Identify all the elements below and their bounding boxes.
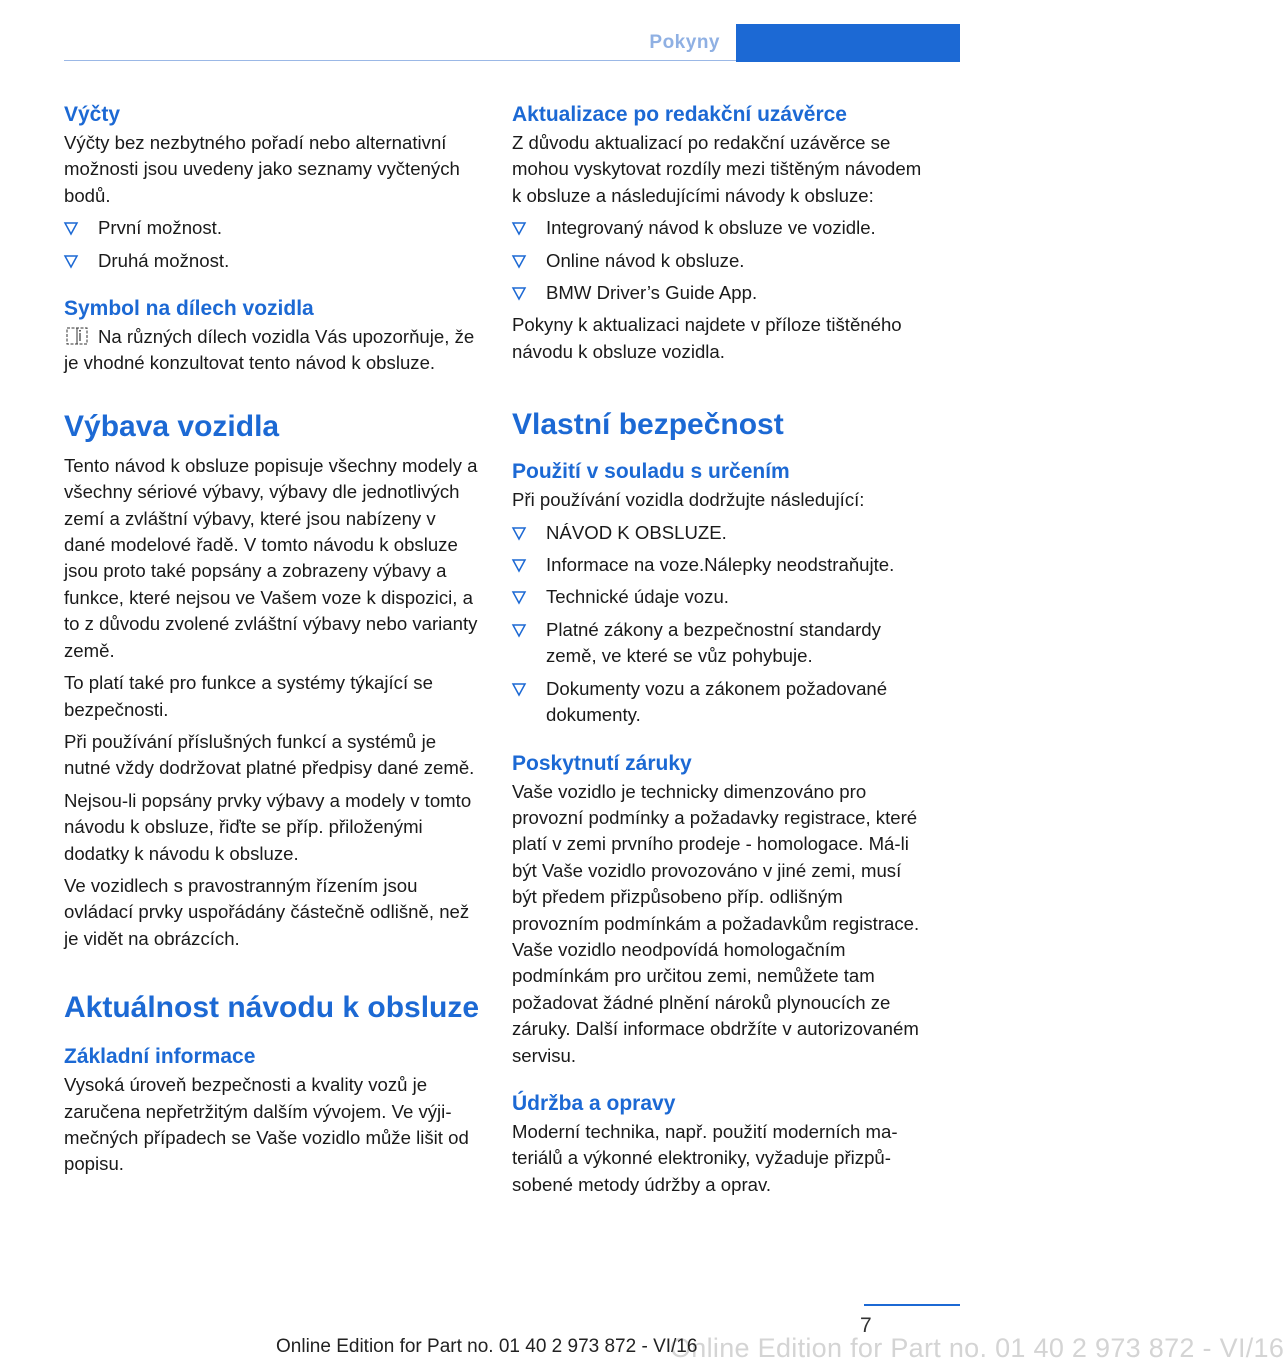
header-rule <box>64 60 736 61</box>
lists-bullets <box>64 215 480 274</box>
update-text: Z důvodu aktualizací po redakční uzávěrce se mohou vyskytovat rozdíly mezi tištěným návodem k obsluze a následujícími návody k obsluze: <box>512 132 922 206</box>
bullet-triangle-icon <box>512 591 526 604</box>
bullet-triangle-icon <box>512 559 526 572</box>
equipment-paragraph: Nejsou-li popsány prvky výbavy a modely v tomto návodu k obsluze, řiďte se příp. přiloženými dodatky k návodu k obsluze. <box>64 789 472 864</box>
list-item: Online návod k obsluze. <box>512 248 930 274</box>
bullet-triangle-icon <box>512 287 526 300</box>
symbol-heading: Symbol na dílech vozidla <box>64 297 314 321</box>
bullet-triangle-icon <box>64 255 78 268</box>
section-label: Pokyny <box>649 32 720 53</box>
basic-info-text: Vysoká úroveň bezpečnosti a kvality vozů je zaručena nepřetržitým dalším vývojem. Ve výjimečných případech se Vaše vozidlo může lišit od popisu. <box>64 1074 469 1175</box>
left-column <box>64 100 480 1178</box>
warranty-text: Vaše vozidlo je technicky dimenzováno pro provozní podmínky a požadavky registrace, které platí v zemi prvního prodeje - homologace. Má-li být Vaše vozidlo provozováno v jiné zemi, musí být předem přizpůsobeno příp. odlišným provozním podmínkám a požadavkům registrace. Vaše vozidlo neodpovídá homologačním podmínkám pro určitou zemi, nemůžete tam požadovat žádné plnění nároků plynoucích ze záruky. Další informace obdržíte v autorizovaném servisu. <box>512 780 920 1066</box>
bullet-triangle-icon <box>512 624 526 637</box>
right-column <box>512 100 930 1198</box>
list-item: Druhá možnost. <box>64 248 480 274</box>
intended-use-bullets <box>512 520 930 729</box>
bullet-triangle-icon <box>512 222 526 235</box>
equipment-heading: Výbava vozidla <box>64 409 280 443</box>
bullet-triangle-icon <box>512 683 526 696</box>
update-heading: Aktualizace po redakční uzávěrce <box>512 103 847 126</box>
footer-rule <box>864 1304 960 1306</box>
safety-heading: Vlastní bezpečnost <box>512 408 784 442</box>
bullet-triangle-icon <box>512 255 526 268</box>
warranty-heading: Poskytnutí záruky <box>512 751 692 775</box>
list-item: Platné zákony a bezpečnostní standardy země, ve které se vůz pohybuje. <box>512 617 930 670</box>
watermark: Online Edition for Part no. 01 40 2 973 872 - VI/16 <box>670 1333 1284 1363</box>
equipment-paragraph: Tento návod k obsluze popisuje všechny modely a všechny sériové výbavy, výbavy dle jednotlivých zemí a zvláštní výbavy, které jsou nabízeny v dané modelové řadě. V tomto návodu k obsluze jsou proto také popsány a zobrazeny výbavy a funkce, které nejsou ve Vašem voze k dispozici, a to z důvodu zvolené zvláštní výbavy nebo varianty země. <box>64 454 478 661</box>
book-icon <box>66 327 88 345</box>
bullet-triangle-icon <box>64 222 78 235</box>
equipment-paragraph: To platí také pro funkce a systémy týkající se bezpečnosti. <box>64 672 433 720</box>
equipment-paragraph: Ve vozidlech s pravostranným řízením jsou ovládací prvky uspořádány částečně odlišně, než je vidět na obrázcích. <box>64 874 470 949</box>
equipment-paragraph: Při používání příslušných funkcí a systémů je nutné vždy dodržovat platné předpisy dané země. <box>64 730 475 779</box>
list-item: BMW Driver’s Guide App. <box>512 280 930 306</box>
list-item: První možnost. <box>64 215 480 241</box>
bullet-triangle-icon <box>512 527 526 540</box>
intended-use-text: Při používání vozidla dodržujte následující: <box>512 489 865 511</box>
lists-heading: Výčty <box>64 103 121 126</box>
header-accent-bar <box>736 24 960 62</box>
basic-info-heading: Základní informace <box>64 1045 256 1069</box>
symbol-text: Na různých dílech vozidla Vás upozorňuje, že je vhodné konzultovat tento návod k obsluze. <box>64 326 475 374</box>
lists-text: Výčty bez nezbytného pořadí nebo alternativní možnosti jsou uvedeny jako seznamy vyčtených bodů. <box>64 132 460 206</box>
list-item: Technické údaje vozu. <box>512 584 930 610</box>
page-number: 7 <box>860 1314 872 1337</box>
list-item: NÁVOD K OBSLUZE. <box>512 520 930 546</box>
symbol-text-block <box>64 324 480 377</box>
update-bullets <box>512 215 930 306</box>
list-item: Dokumenty vozu a zákonem požadované dokumenty. <box>512 676 930 729</box>
edition-line: Online Edition for Part no. 01 40 2 973 872 - VI/16 <box>276 1336 698 1357</box>
maintenance-text: Moderní technika, např. použití moderních materiálů a výkonné elektroniky, vyžaduje přizpůsobené metody údržby a oprav. <box>512 1120 898 1195</box>
list-item: Integrovaný návod k obsluze ve vozidle. <box>512 215 930 241</box>
update-note: Pokyny k aktualizaci najdete v příloze tištěného návodu k obsluze vozidla. <box>512 314 902 362</box>
maintenance-heading: Údržba a opravy <box>512 1091 676 1115</box>
currency-heading: Aktuálnost návodu k obsluze <box>64 991 480 1025</box>
list-item: Informace na voze.Nálepky neodstraňujte. <box>512 552 930 578</box>
intended-use-heading: Použití v souladu s určením <box>512 460 790 484</box>
